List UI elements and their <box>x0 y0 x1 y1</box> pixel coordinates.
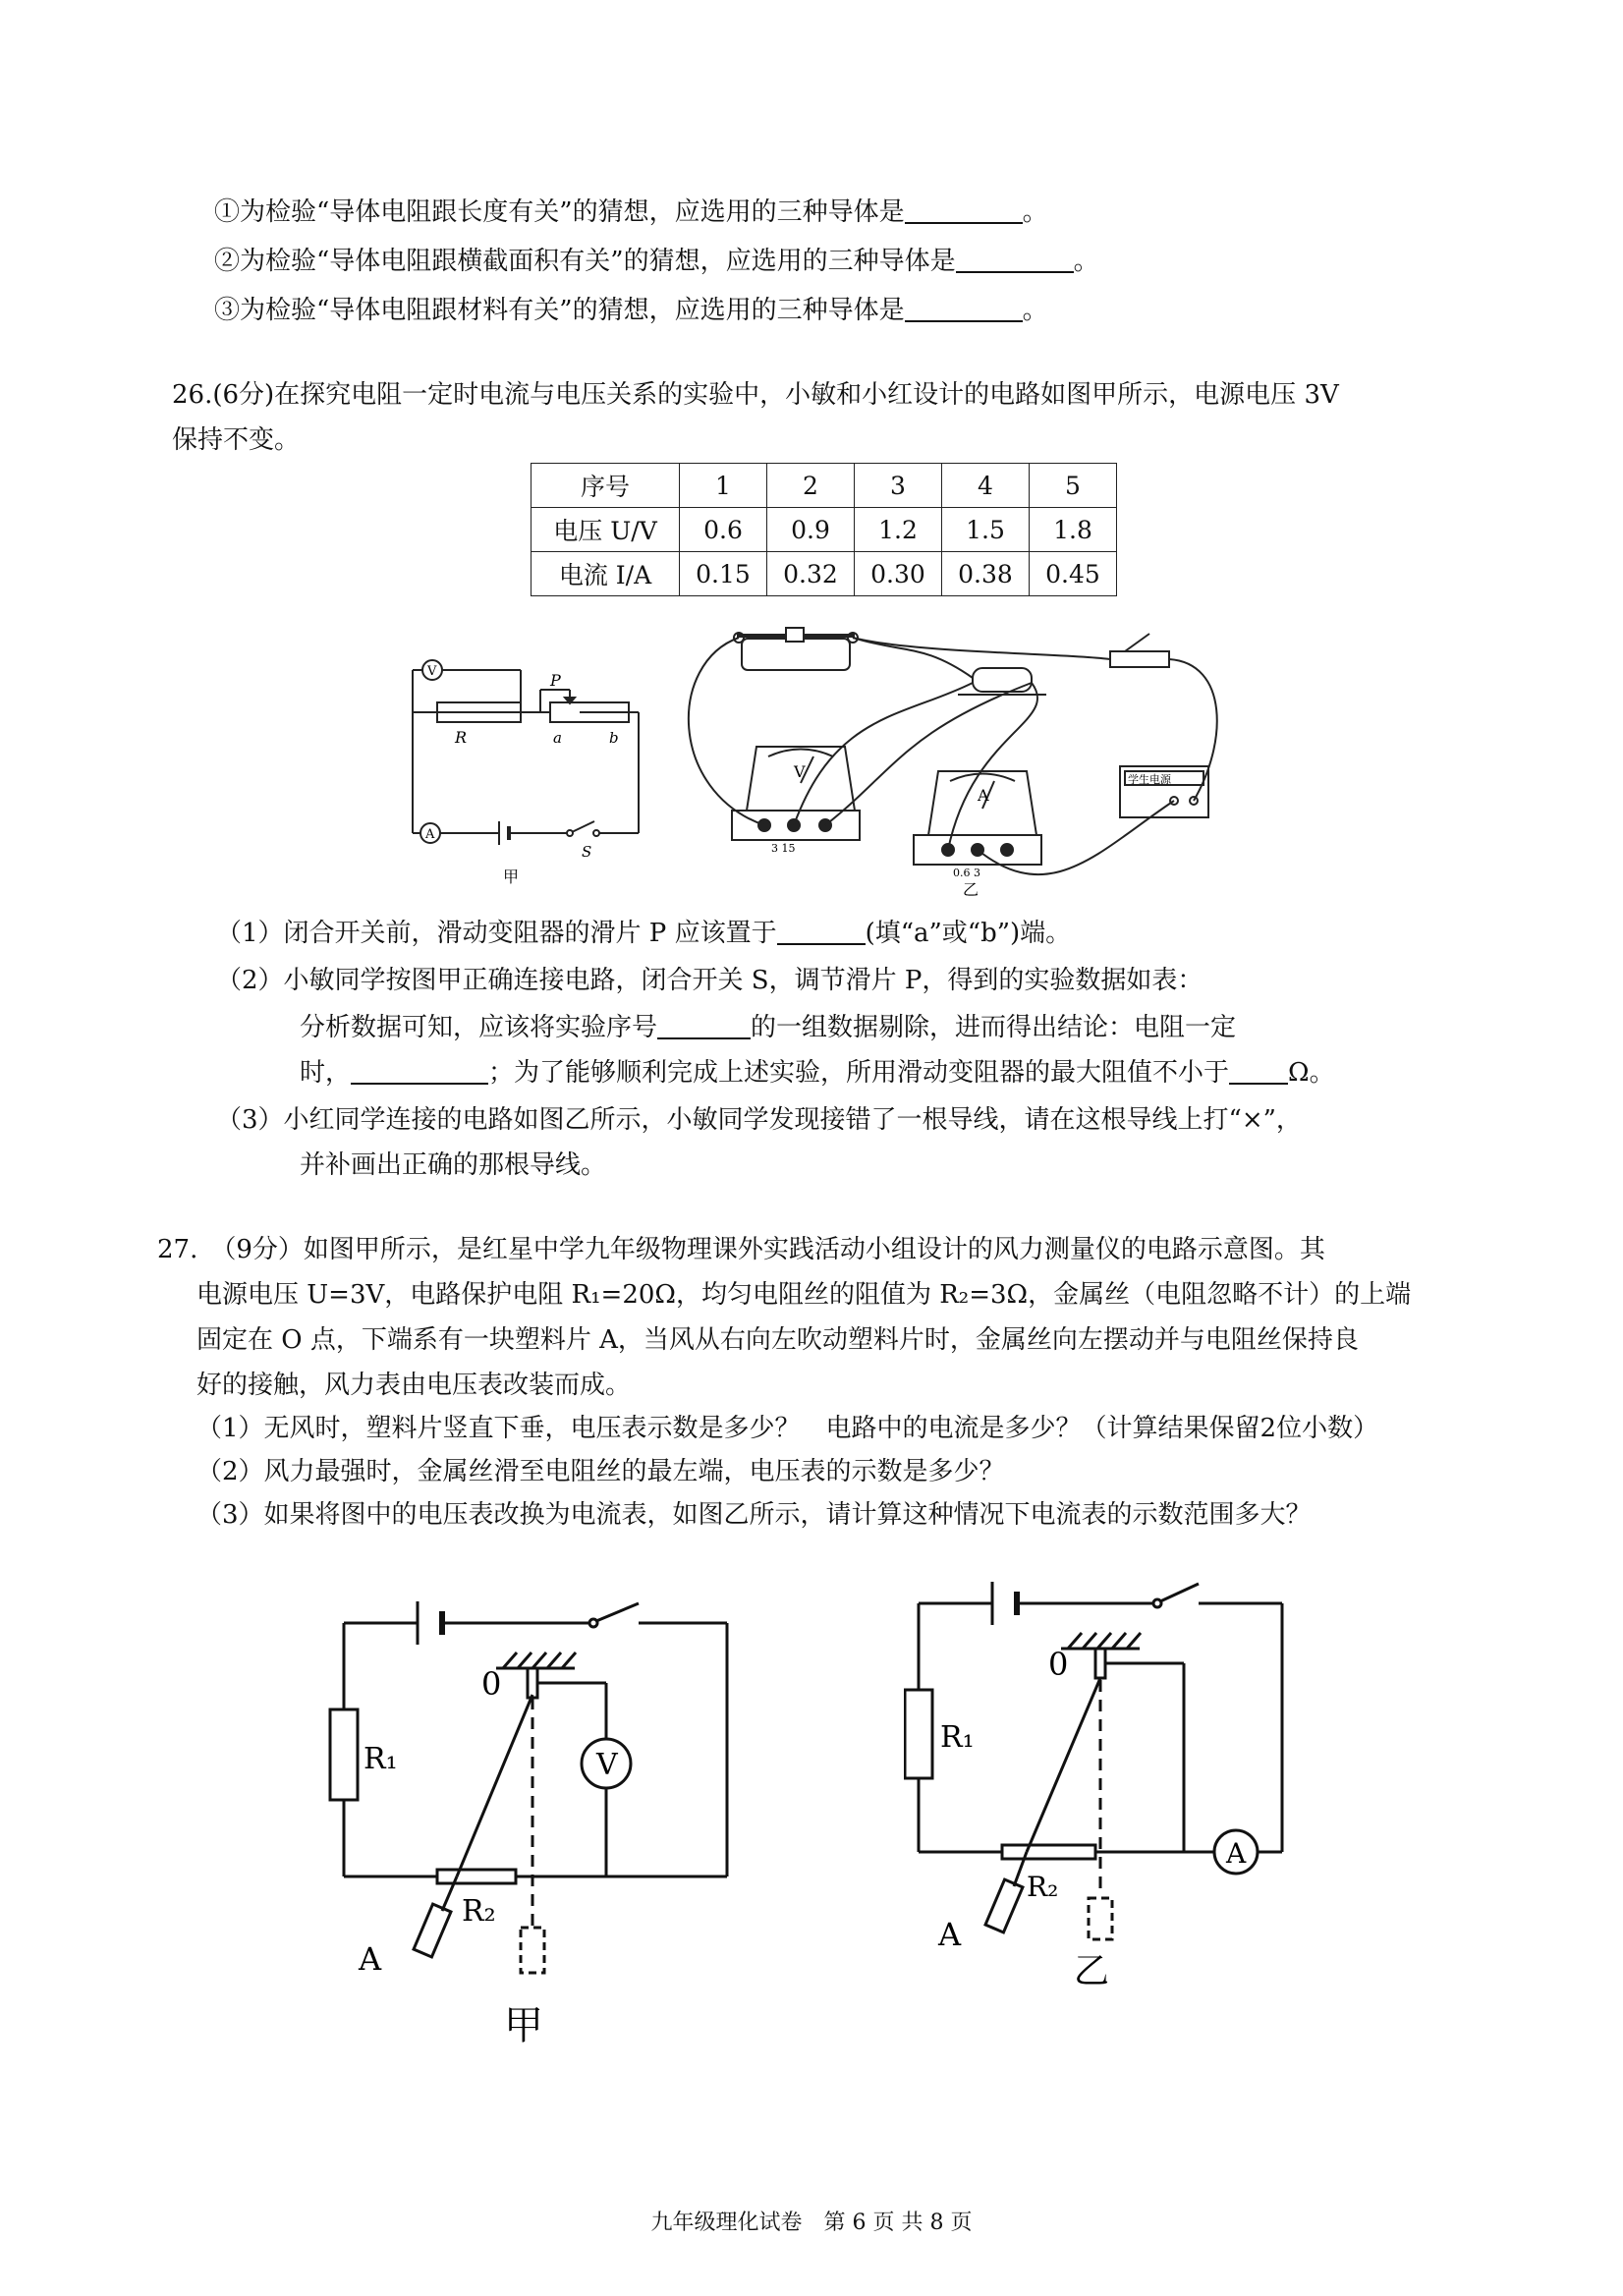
plate-a-label: A <box>938 1916 962 1953</box>
table-cell: 3 <box>855 464 942 508</box>
voltmeter-terminal-label: 3 15 <box>771 842 796 855</box>
table-cell: 1 <box>680 464 767 508</box>
answer-blank[interactable] <box>657 1012 751 1039</box>
table-cell: 0.45 <box>1030 552 1117 596</box>
q27-figure-jia <box>324 1582 756 2053</box>
q26-intro-1: 26.(6分)在探究电阻一定时电流与电压关系的实验中，小敏和小红设计的电路如图甲所示，电源电压 3V <box>172 380 1339 410</box>
table-cell: 5 <box>1030 464 1117 508</box>
q27-line-1: 27. （9分）如图甲所示，是红星中学九年级物理课外实践活动小组设计的风力测量仪的电路示意图。其 <box>157 1235 1325 1264</box>
page-footer: 九年级理化试卷 第 6 页 共 8 页 <box>650 2211 973 2235</box>
ammeter-label: A <box>425 827 435 842</box>
figure-caption-yi: 乙 <box>1074 1951 1110 1991</box>
table-cell: 电流 I/A <box>532 552 680 596</box>
q27-line-2: 电源电压 U=3V，电路保护电阻 R₁=20Ω，均匀电阻丝的阻值为 R₂=3Ω，金属丝（电阻忽略不计）的上端 <box>196 1280 1412 1310</box>
table-row <box>532 464 1117 508</box>
q27-sub-2: （2）风力最强时，金属丝滑至电阻丝的最左端，电压表的示数是多少？ <box>196 1457 1005 1486</box>
q27-sub-3: （3）如果将图中的电压表改换为电流表，如图乙所示，请计算这种情况下电流表的示数范围多大？ <box>196 1500 1312 1530</box>
q26-data-table <box>531 463 1117 596</box>
plate-a-label: A <box>359 1940 382 1978</box>
switch-label: S <box>582 843 592 861</box>
table-cell: 0.15 <box>680 552 767 596</box>
table-cell: 0.9 <box>767 508 855 552</box>
q26-part-3: （3）小红同学连接的电路如图乙所示，小敏同学发现接错了一根导线，请在这根导线上打“×”， <box>216 1105 1302 1135</box>
q25-item-3: ③为检验“导体电阻跟材料有关”的猜想，应选用的三种导体是 。 <box>214 296 1048 325</box>
pivot-o-label: 0 <box>1048 1646 1069 1683</box>
answer-blank[interactable] <box>351 1057 488 1085</box>
table-cell: 0.38 <box>942 552 1030 596</box>
r2-label: R₂ <box>462 1894 496 1929</box>
table-cell: 电压 U/V <box>532 508 680 552</box>
table-cell: 0.30 <box>855 552 942 596</box>
slider-label: P <box>550 671 561 690</box>
ammeter-terminal-label: 0.6 3 <box>953 867 980 879</box>
answer-blank[interactable] <box>956 246 1074 273</box>
answer-blank[interactable] <box>777 918 866 945</box>
q26-intro-2: 保持不变。 <box>172 425 301 455</box>
table-cell: 1.5 <box>942 508 1030 552</box>
ammeter-label: A <box>1226 1837 1247 1870</box>
resistor-label: R <box>455 728 468 747</box>
table-row <box>532 508 1117 552</box>
answer-blank[interactable] <box>1229 1057 1288 1085</box>
table-cell: 0.6 <box>680 508 767 552</box>
end-b-label: b <box>609 729 619 747</box>
q26-figure-yi <box>678 624 1228 899</box>
q27-line-4: 好的接触，风力表由电压表改装而成。 <box>196 1371 632 1400</box>
q25-item-2: ②为检验“导体电阻跟横截面积有关”的猜想，应选用的三种导体是 。 <box>214 247 1099 276</box>
q27-figure-yi <box>904 1562 1316 2004</box>
figure-caption-jia: 甲 <box>504 2003 543 2048</box>
q27-line-3: 固定在 O 点，下端系有一块塑料片 A，当风从右向左吹动塑料片时，金属丝向左摆动并与电阻丝保持良 <box>196 1325 1359 1355</box>
table-cell: 0.32 <box>767 552 855 596</box>
pivot-o-label: 0 <box>481 1665 502 1703</box>
q27-sub-1: （1）无风时，塑料片竖直下垂，电压表示数是多少？ 电路中的电流是多少？（计算结果保留2位小数） <box>196 1414 1379 1443</box>
voltmeter-label: V <box>596 1748 618 1782</box>
q26-part-2-analysis: 分析数据可知，应该将实验序号 的一组数据剔除，进而得出结论：电阻一定 <box>300 1013 1237 1042</box>
answer-blank[interactable] <box>905 295 1023 322</box>
voltmeter-label: V <box>427 664 437 679</box>
figure-caption-jia: 甲 <box>503 868 520 886</box>
table-cell: 1.2 <box>855 508 942 552</box>
answer-blank[interactable] <box>905 196 1023 224</box>
q26-part-1: （1）闭合开关前，滑动变阻器的滑片 P 应该置于 (填“a”或“b”)端。 <box>216 919 1072 948</box>
figure-caption-yi: 乙 <box>963 880 979 899</box>
power-supply-label: 学生电源 <box>1128 773 1171 786</box>
q26-part-2-conclusion: 时， ；为了能够顺利完成上述实验，所用滑动变阻器的最大阻值不小于 Ω。 <box>300 1058 1335 1088</box>
q25-item-1: ①为检验“导体电阻跟长度有关”的猜想，应选用的三种导体是 。 <box>214 197 1048 227</box>
r1-label: R₁ <box>364 1742 398 1776</box>
r2-label: R₂ <box>1027 1871 1059 1903</box>
meter-a-label: A <box>978 786 989 805</box>
table-cell: 2 <box>767 464 855 508</box>
end-a-label: a <box>553 729 562 747</box>
meter-v-label: V <box>794 762 806 781</box>
table-cell: 1.8 <box>1030 508 1117 552</box>
q26-part-3-cont: 并补画出正确的那根导线。 <box>300 1150 607 1180</box>
r1-label: R₁ <box>940 1720 975 1755</box>
table-row <box>532 552 1117 596</box>
table-cell: 序号 <box>532 464 680 508</box>
q26-part-2: （2）小敏同学按图甲正确连接电路，闭合开关 S，调节滑片 P，得到的实验数据如表： <box>216 966 1203 995</box>
table-cell: 4 <box>942 464 1030 508</box>
q26-figure-jia <box>393 648 658 889</box>
